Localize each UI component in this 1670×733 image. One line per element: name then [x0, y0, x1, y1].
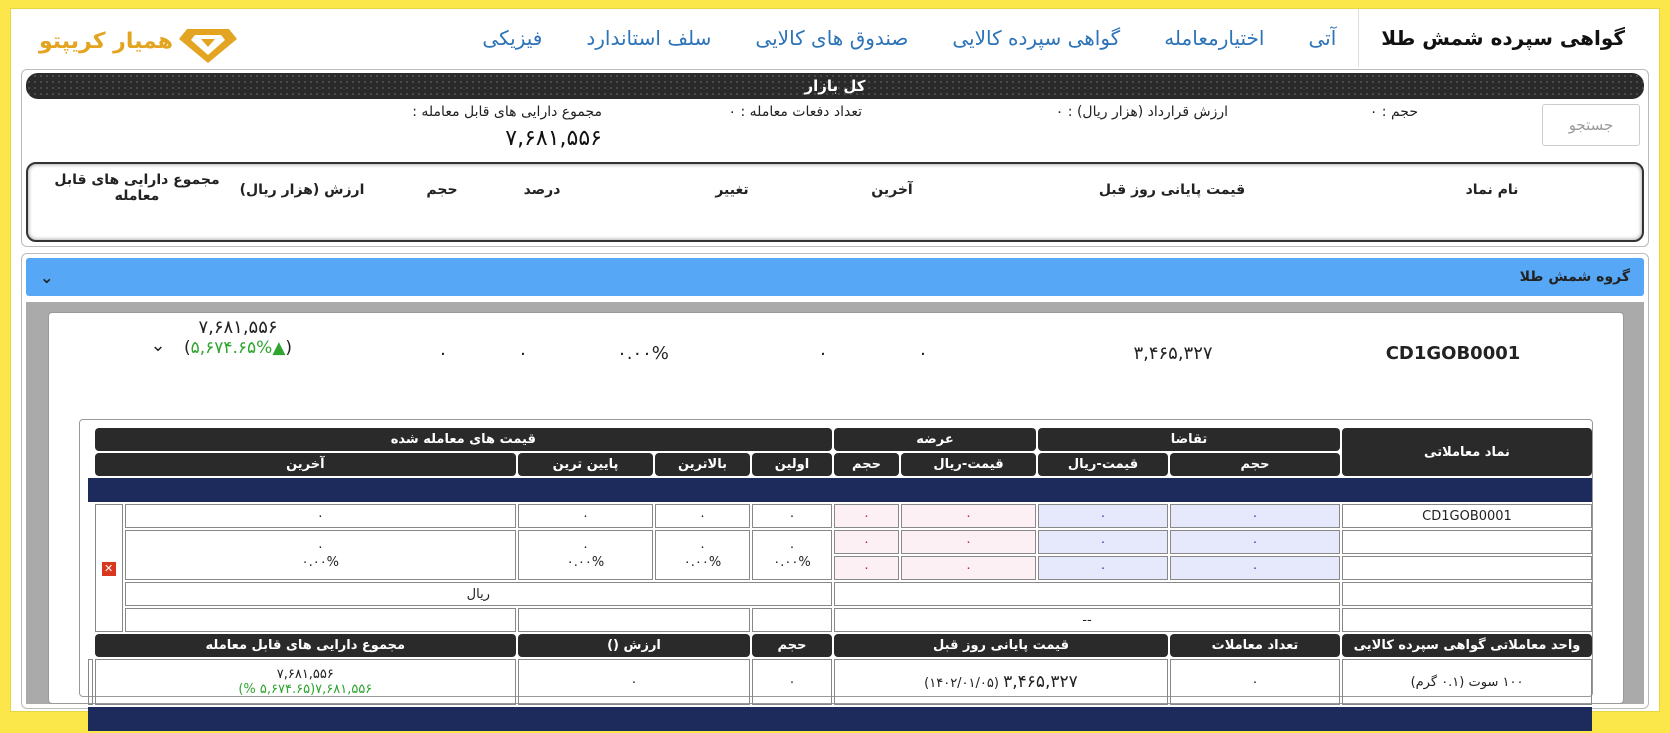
- row-assets-change-pct: ۵,۶۷۴.۶۵%: [190, 338, 273, 358]
- col-percent: درصد: [523, 182, 561, 198]
- group-title: گروه شمش طلا: [1519, 269, 1630, 285]
- gold-group-panel: [21, 253, 1649, 709]
- first-price: ۰: [752, 504, 832, 528]
- row-assets-change-close: ): [183, 338, 191, 358]
- contract-value-stat: ارزش قرارداد (هزار ریال) : ۰: [1055, 104, 1228, 120]
- market-table-header: [26, 162, 1644, 242]
- detail-high: بالاترین: [655, 453, 750, 476]
- high-price: ۰: [655, 504, 750, 528]
- assets-stat-value: ۷,۶۸۱,۵۵۶: [505, 126, 602, 151]
- diamond-logo-icon: [179, 19, 237, 63]
- close-cell: [95, 504, 123, 632]
- bottom-col-prev-close: قیمت پایانی روز قبل: [834, 634, 1168, 657]
- col-prev-close: قیمت پایانی روز قبل: [1098, 182, 1246, 198]
- col-last: آخرین: [871, 182, 913, 198]
- dash-cell: --: [834, 608, 1340, 632]
- app-frame: [10, 8, 1660, 712]
- detail-last: آخرین: [95, 453, 516, 476]
- low-price: ۰: [518, 504, 653, 528]
- ask-price-2: ۰: [901, 530, 1036, 554]
- row-assets-value: ۷,۶۸۱,۵۵۶: [198, 317, 278, 338]
- col-symbol: نام نماد: [1465, 182, 1519, 198]
- detail-table: [86, 426, 1594, 733]
- bid-price-2: ۰: [1038, 530, 1168, 554]
- table-row: [88, 582, 1592, 606]
- tab-commodity-funds[interactable]: صندوق های کالایی: [755, 26, 909, 50]
- first-cell: ۰ ۰.۰۰%: [752, 530, 832, 580]
- bid-price-3: ۰: [1038, 556, 1168, 580]
- search-input[interactable]: جستجو: [1542, 104, 1640, 146]
- high-cell: ۰ ۰.۰۰%: [655, 530, 750, 580]
- detail-bid-volume: حجم: [1170, 453, 1340, 476]
- close-icon[interactable]: ✕: [102, 562, 116, 576]
- row-percent: ۰.۰۰%: [617, 343, 669, 364]
- bottom-value: ۰: [518, 659, 750, 705]
- detail-col-bid: تقاضا: [1038, 428, 1340, 451]
- chevron-down-icon[interactable]: ⌄: [40, 267, 54, 287]
- group-row-container: [48, 312, 1624, 704]
- last-cell: ۰ ۰.۰۰%: [125, 530, 516, 580]
- bottom-col-value: ارزش (): [518, 634, 750, 657]
- row-volume: ۰: [518, 343, 528, 364]
- bottom-trades: ۰: [1170, 659, 1340, 705]
- table-row: [88, 504, 1592, 528]
- detail-symbol: CD1GOB0001: [1342, 504, 1592, 528]
- assets-stat-label: مجموع دارایی های قابل معامله :: [412, 104, 602, 120]
- bottom-col-trades: تعداد معاملات: [1170, 634, 1340, 657]
- detail-first: اولین: [752, 453, 832, 476]
- volume-stat: حجم : ۰: [1369, 104, 1418, 120]
- bottom-volume: ۰: [752, 659, 832, 705]
- detail-low: پایین ترین: [518, 453, 653, 476]
- row-last: ۰: [918, 343, 928, 364]
- row-change: ۰: [818, 343, 828, 364]
- bottom-unit: ۱۰۰ سوت (۰.۱ گرم): [1342, 659, 1592, 705]
- last-price: ۰: [125, 504, 516, 528]
- bottom-col-unit: واحد معاملاتی گواهی سپرده کالایی: [1342, 634, 1592, 657]
- ask-volume-2: ۰: [834, 530, 899, 554]
- tab-gold-certificate[interactable]: گواهی سپرده شمش طلا: [1358, 9, 1647, 67]
- detail-col-ask: عرضه: [834, 428, 1036, 451]
- col-value: ارزش (هزار ریال): [239, 182, 365, 198]
- top-nav: [11, 9, 1659, 67]
- group-body: [26, 302, 1644, 704]
- row-prev-close: ۳,۴۶۵,۳۲۷: [1133, 343, 1213, 364]
- logo-text: همیار کریپتو: [39, 28, 174, 54]
- low-cell: ۰ ۰.۰۰%: [518, 530, 653, 580]
- col-change: تغییر: [715, 182, 749, 198]
- detail-bid-price: قیمت-ریال: [1038, 453, 1168, 476]
- trade-count-stat: تعداد دفعات معامله : ۰: [728, 104, 862, 120]
- row-symbol[interactable]: CD1GOB0001: [1385, 343, 1521, 364]
- bid-volume-2: ۰: [1170, 530, 1340, 554]
- detail-panel: [79, 419, 1593, 697]
- row-expand-chevron-icon[interactable]: ⌄: [150, 335, 166, 356]
- row-value: ۰: [438, 343, 448, 364]
- ask-volume-1: ۰: [834, 504, 899, 528]
- bid-volume-3: ۰: [1170, 556, 1340, 580]
- tab-commodity-certificate[interactable]: گواهی سپرده کالایی: [952, 26, 1121, 50]
- market-summary-panel: [21, 69, 1649, 247]
- detail-col-traded: قیمت های معامله شده: [95, 428, 832, 451]
- tab-standard-salaf[interactable]: سلف استاندارد: [586, 26, 712, 50]
- detail-ask-price: قیمت-ریال: [901, 453, 1036, 476]
- col-assets: مجموع دارایی های قابل معامله: [54, 172, 220, 204]
- ask-price-3: ۰: [901, 556, 1036, 580]
- tab-physical[interactable]: فیزیکی: [482, 26, 543, 50]
- bottom-prev-close: ۳,۴۶۵,۳۲۷ (۱۴۰۲/۰۱/۰۵): [834, 659, 1168, 705]
- market-summary-title: کل بازار: [26, 73, 1644, 99]
- table-row: [88, 608, 1592, 632]
- bottom-col-assets: مجموع دارایی های قابل معامله: [95, 634, 516, 657]
- logo: [39, 19, 237, 63]
- row-assets-change-open: (: [285, 338, 293, 358]
- ask-volume-3: ۰: [834, 556, 899, 580]
- detail-ask-volume: حجم: [834, 453, 899, 476]
- tab-options[interactable]: اختیارمعامله: [1164, 26, 1265, 50]
- bid-price-1: ۰: [1038, 504, 1168, 528]
- table-row: [88, 530, 1592, 554]
- detail-col-symbol: نماد معاملاتی: [1342, 428, 1592, 476]
- bottom-assets: ۷,۶۸۱,۵۵۶ ۷,۶۸۱,۵۵۶(۵,۶۷۴.۶۵ %): [95, 659, 516, 705]
- col-volume: حجم: [426, 182, 458, 198]
- tab-futures[interactable]: آتی: [1308, 26, 1337, 50]
- unit-label: ریال: [125, 582, 832, 606]
- row-assets: [153, 317, 323, 358]
- ask-price-1: ۰: [901, 504, 1036, 528]
- row-assets-change: [153, 338, 323, 358]
- bid-volume-1: ۰: [1170, 504, 1340, 528]
- group-header[interactable]: [26, 258, 1644, 296]
- bottom-col-volume: حجم: [752, 634, 832, 657]
- up-arrow-icon: ▲: [272, 338, 286, 358]
- table-row: [88, 659, 1592, 705]
